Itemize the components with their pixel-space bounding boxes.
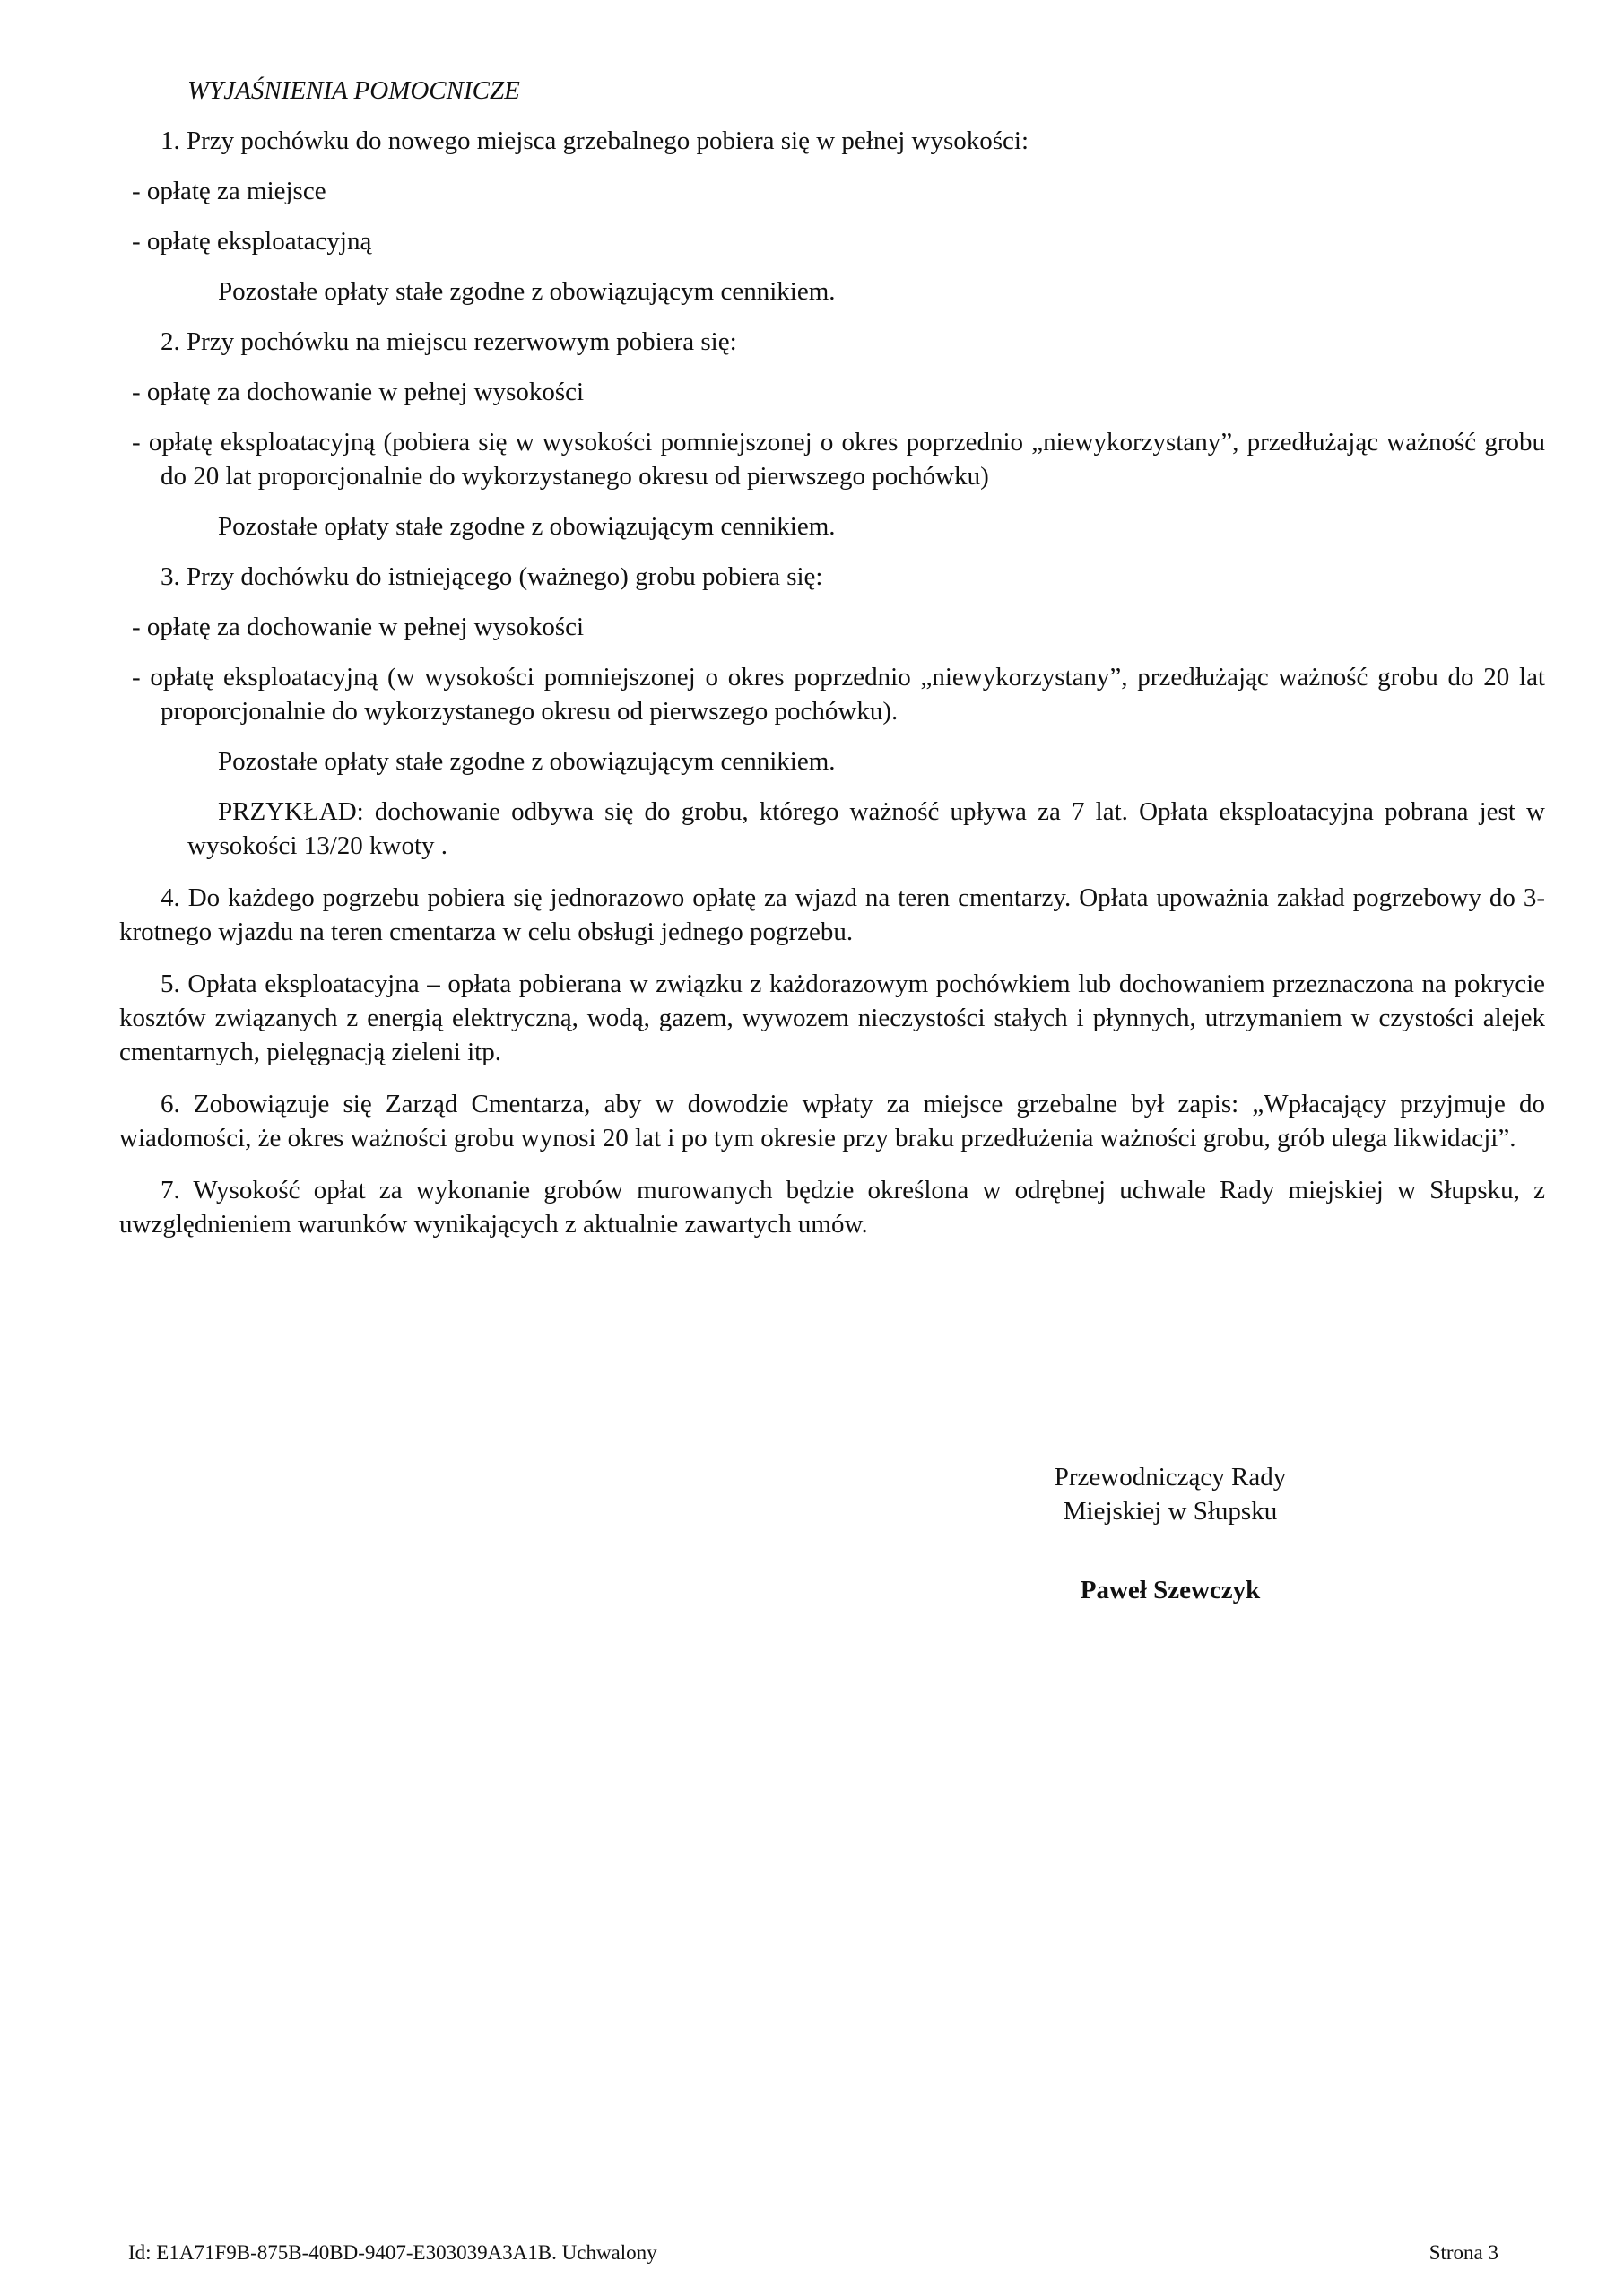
section-1-item: - opłatę za miejsce	[132, 177, 326, 205]
signature-block	[1000, 1460, 1341, 1607]
document-body	[119, 74, 1545, 1259]
section-7-paragraph: 7. Wysokość opłat za wykonanie grobów murowanych będzie określona w odrębnej uchwale Rady miejskiej w Słupsku, z uwzględnieniem warunków wynikających z aktualnie zawartych umów.	[119, 1176, 1545, 1239]
section-heading: WYJAŚNIENIA POMOCNICZE	[187, 76, 520, 105]
section-3-item: - opłatę za dochowanie w pełnej wysokości	[132, 613, 585, 641]
section-3-note: Pozostałe opłaty stałe zgodne z obowiązującym cennikiem.	[218, 747, 836, 776]
section-3-item: - opłatę eksploatacyjną (w wysokości pomniejszonej o okres poprzednio „niewykorzystany”, przedłużając ważność grobu do 20 lat proporcjonalnie do wykorzystanego okresu od pierwszego pochówku).	[132, 663, 1545, 726]
signature-title-line: Przewodniczący Rady	[1054, 1463, 1287, 1492]
section-4-paragraph: 4. Do każdego pogrzebu pobiera się jednorazowo opłatę za wjazd na teren cmentarzy. Opłata upoważnia zakład pogrzebowy do 3-krotnego wjazdu na teren cmentarza w celu obsługi jednego pogrzebu.	[119, 883, 1545, 946]
section-6-paragraph: 6. Zobowiązuje się Zarząd Cmentarza, aby w dowodzie wpłaty za miejsce grzebalne był zapis: „Wpłacający przyjmuje do wiadomości, że okres ważności grobu wynosi 20 lat i po tym okresie przy braku przedłużenia ważności grobu, grób ulega likwidacji”.	[119, 1090, 1545, 1152]
section-2-item: - opłatę eksploatacyjną (pobiera się w wysokości pomniejszonej o okres poprzednio „niewykorzystany”, przedłużając ważność grobu do 20 lat proporcjonalnie do wykorzystanego okresu od pierwszego pochówku)	[132, 428, 1545, 491]
page-number: Strona 3	[1429, 2241, 1498, 2264]
section-1-note: Pozostałe opłaty stałe zgodne z obowiązującym cennikiem.	[218, 277, 836, 306]
section-5-paragraph: 5. Opłata eksploatacyjna – opłata pobierana w związku z każdorazowym pochówkiem lub dochowaniem przeznaczona na pokrycie kosztów związanych z energią elektryczną, wodą, gazem, wywozem nieczystości stałych i płynnych, utrzymaniem w czystości alejek cmentarnych, pielęgnacją zieleni itp.	[119, 970, 1545, 1066]
section-2-note: Pozostałe opłaty stałe zgodne z obowiązującym cennikiem.	[218, 512, 836, 541]
section-1-title: 1. Przy pochówku do nowego miejsca grzebalnego pobiera się w pełnej wysokości:	[161, 126, 1029, 155]
section-1-item: - opłatę eksploatacyjną	[132, 227, 372, 256]
section-3-title: 3. Przy dochówku do istniejącego (ważnego) grobu pobiera się:	[161, 562, 823, 591]
document-id: Id: E1A71F9B-875B-40BD-9407-E303039A3A1B. Uchwalony	[128, 2241, 657, 2264]
page-footer	[128, 2239, 1498, 2266]
section-2-item: - opłatę za dochowanie w pełnej wysokości	[132, 378, 585, 406]
signatory-name: Paweł Szewczyk	[1080, 1576, 1261, 1605]
signature-title-line: Miejskiej w Słupsku	[1063, 1497, 1278, 1526]
section-3-example: PRZYKŁAD: dochowanie odbywa się do grobu, którego ważność upływa za 7 lat. Opłata eksploatacyjna pobrana jest w wysokości 13/20 kwoty .	[187, 797, 1545, 860]
section-2-title: 2. Przy pochówku na miejscu rezerwowym pobiera się:	[161, 327, 737, 356]
